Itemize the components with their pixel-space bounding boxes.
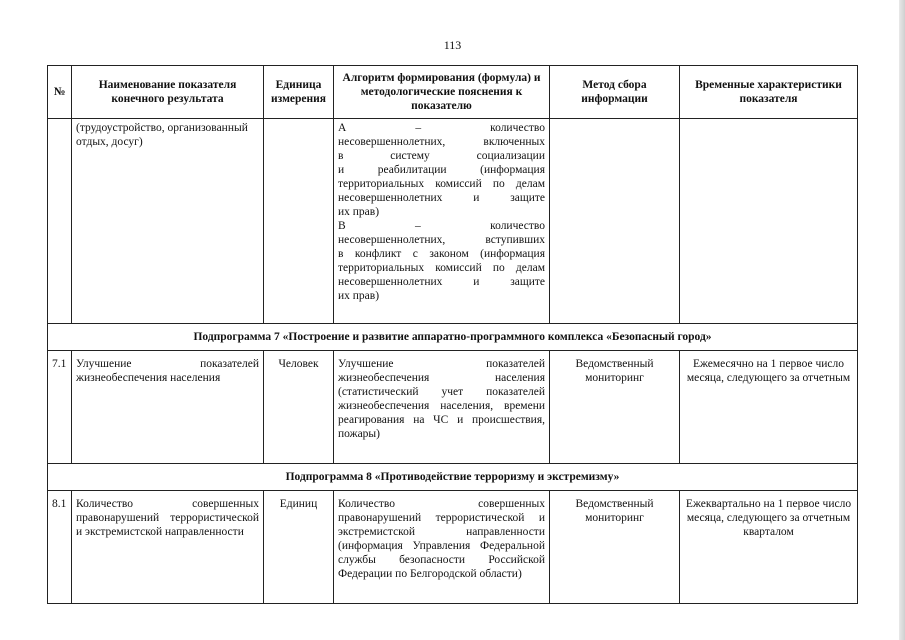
cell-num: 8.1 xyxy=(48,491,72,604)
algorithm-line: А – количество xyxy=(338,122,545,134)
cell-unit: Человек xyxy=(264,351,334,464)
cell-unit xyxy=(264,119,334,324)
algorithm-line: несовершеннолетних и защите xyxy=(338,276,545,288)
cell-algorithm xyxy=(334,119,550,324)
cell-time xyxy=(680,119,858,324)
algorithm-line: территориальных комиссий по делам xyxy=(338,262,545,274)
header-time: Временные характеристики показателя xyxy=(680,66,858,119)
cell-method xyxy=(550,119,680,324)
algorithm-line: их прав) xyxy=(338,206,380,218)
cell-time: Ежемесячно на 1 первое число месяца, следующего за отчетным xyxy=(680,351,858,464)
cell-unit: Единиц xyxy=(264,491,334,604)
cell-algorithm: Количество совершенных правонарушений террористической и экстремистской направленности (информация Управления Федеральной службы безопасности Российской Федерации по Белгородской области) xyxy=(334,491,550,604)
table-row-continuation xyxy=(48,119,858,324)
algorithm-line: их прав) xyxy=(338,290,380,302)
algorithm-line: несовершеннолетних и защите xyxy=(338,192,545,204)
algorithm-line: в систему социализации xyxy=(338,150,545,162)
scan-page-edge xyxy=(899,0,905,640)
cell-name: Количество совершенных правонарушений террористической и экстремистской направленности xyxy=(72,491,264,604)
table-row-8-1 xyxy=(48,491,858,604)
algorithm-line: несовершеннолетних, включенных xyxy=(338,136,545,148)
header-algorithm: Алгоритм формирования (формула) и методологические пояснения к показателю xyxy=(334,66,550,119)
section-row-subprogram-8 xyxy=(48,464,858,491)
algorithm-line: и реабилитации (информация xyxy=(338,164,545,176)
cell-name: Улучшение показателей жизнеобеспечения населения xyxy=(72,351,264,464)
algorithm-line: В – количество xyxy=(338,220,545,232)
cell-num: 7.1 xyxy=(48,351,72,464)
algorithm-line: территориальных комиссий по делам xyxy=(338,178,545,190)
cell-num xyxy=(48,119,72,324)
table-row-7-1 xyxy=(48,351,858,464)
section-title-subprogram-7: Подпрограмма 7 «Построение и развитие аппаратно-программного комплекса «Безопасный город» xyxy=(48,324,858,351)
page-number: 113 xyxy=(443,38,462,52)
cell-method: Ведомственный мониторинг xyxy=(550,491,680,604)
header-unit: Единица измерения xyxy=(264,66,334,119)
cell-algorithm: Улучшение показателей жизнеобеспечения населения (статистический учет показателей жизнеобеспечения населения, времени реагирования на ЧС и происшествия, пожары) xyxy=(334,351,550,464)
cell-name: (трудоустройство, организованный отдых, досуг) xyxy=(72,119,264,324)
header-name: Наименование показателя конечного результата xyxy=(72,66,264,119)
header-method: Метод сбора информации xyxy=(550,66,680,119)
cell-method: Ведомственный мониторинг xyxy=(550,351,680,464)
algorithm-line: несовершеннолетних, вступивших xyxy=(338,234,545,246)
table-header-row xyxy=(48,66,858,119)
algorithm-line: в конфликт с законом (информация xyxy=(338,248,545,260)
section-row-subprogram-7 xyxy=(48,324,858,351)
section-title-subprogram-8: Подпрограмма 8 «Противодействие терроризму и экстремизму» xyxy=(48,464,858,491)
cell-time: Ежеквартально на 1 первое число месяца, следующего за отчетным кварталом xyxy=(680,491,858,604)
indicators-table xyxy=(47,65,858,604)
header-num: № xyxy=(48,66,72,119)
